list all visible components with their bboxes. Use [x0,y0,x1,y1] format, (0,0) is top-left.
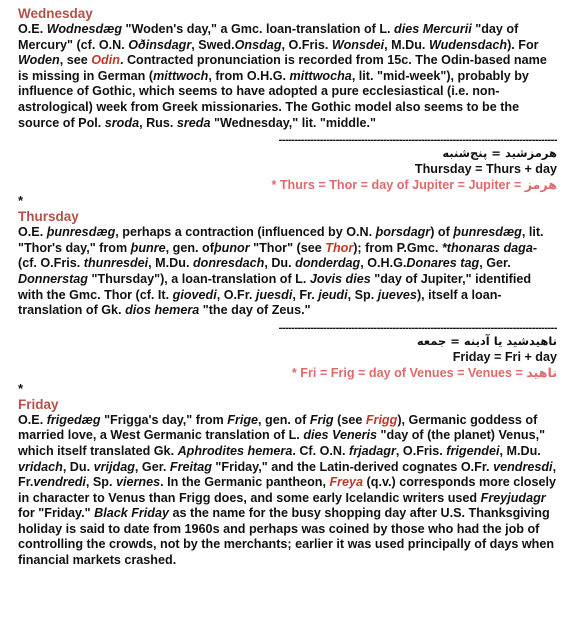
entry-thursday: O.E. þunresdæg, perhaps a contraction (influenced by O.N. þorsdagr) of þunresdæg, lit. "Thor's day," from þunre, gen. ofþunor "Thor" (see Thor); from P.Gmc. *thonaras daga- (cf. O.Fris. thunresdei, M.Du. donresdach, Du. donderdag, O.H.G.Donares tag, Ger. Donnerstag "Thursday"), a loan-translation of L. Jovis dies "day of Jupiter," identified with the Gmc. Thor (cf. It. giovedi, O.Fr. juesdi, Fr. jeudi, Sp. jueves), itself a loan-translation of Gk. dios hemera "the day of Zeus." [18,225,544,318]
heading-wednesday: Wednesday [18,6,93,21]
persian-thursday: هرمزشید = پنج‌شنبه [442,146,557,161]
divider-2: ---------------------------------------------------------------------------------------- [278,322,557,333]
note-friday: * Fri = Frig = day of Venues = Venues = ناهید [291,364,557,380]
link-thor[interactable]: Thor [325,240,354,255]
star-marker-2: * [18,380,24,396]
entry-wednesday: O.E. Wodnesdæg "Woden's day," a Gmc. loan-translation of L. dies Mercurii "day of Mercury" (cf. O.N. Oðinsdagr, Swed.Onsdag, O.Fris. Wonsdei, M.Du. Wudensdach). For Woden, see Odin. Contracted pronunciation is recorded from 15c. The Odin-based name is missing in German (mittwoch, from O.H.G. mittwocha, lit. "mid-week"), probably by influence of Gothic, which seems to have adopted a pure ecclesiastical (i.e. non-astrological) week from Greek missionaries. The Gothic model also seems to be the source of Pol. sroda, Rus. sreda "Wednesday," lit. "middle." [18,22,547,130]
link-freya[interactable]: Freya [329,475,364,490]
heading-friday: Friday [18,396,59,412]
entry-friday: O.E. frigedæg "Frigga's day," from Frige, gen. of Frig (see Frigg), Germanic goddess of married love, a West Germanic translation of L. dies Veneris "day of (the planet) Venus," which itself translated Gk. Aphrodites hemera. Cf. O.N. frjadagr, O.Fris. frigendei, M.Du. vridach, Du. vrijdag, Ger. Freitag "Friday," and the Latin-derived cognates O.Fr. vendresdi, Fr.vendredi, Sp. viernes. In the Germanic pantheon, Freya (q.v.) corresponds more closely in character to Venus than Frigg does, and some early Icelandic writers used Freyjudagr for "Friday." Black Friday as the name for the busy shopping day after U.S. Thanksgiving holiday is said to date from 1960s and perhaps was coined by those who had the job of controlling the crowds, not by the merchants; earlier it was used principally of days when financial markets crashed. [18,412,557,568]
persian-friday: ناهیدشید یا آدینه = جمعه [416,333,557,348]
note-thursday: * Thurs = Thor = day of Jupiter = Jupiter = هرمز [271,177,557,193]
heading-thursday: Thursday [18,209,79,225]
formula-thursday: Thursday = Thurs + day [414,162,557,177]
star-marker-1: * [18,193,24,209]
link-odin[interactable]: Odin [91,53,120,68]
formula-friday: Friday = Fri + day [452,349,557,364]
divider-1: ---------------------------------------------------------------------------------------- [278,135,557,146]
link-frigg[interactable]: Frigg [365,412,398,427]
